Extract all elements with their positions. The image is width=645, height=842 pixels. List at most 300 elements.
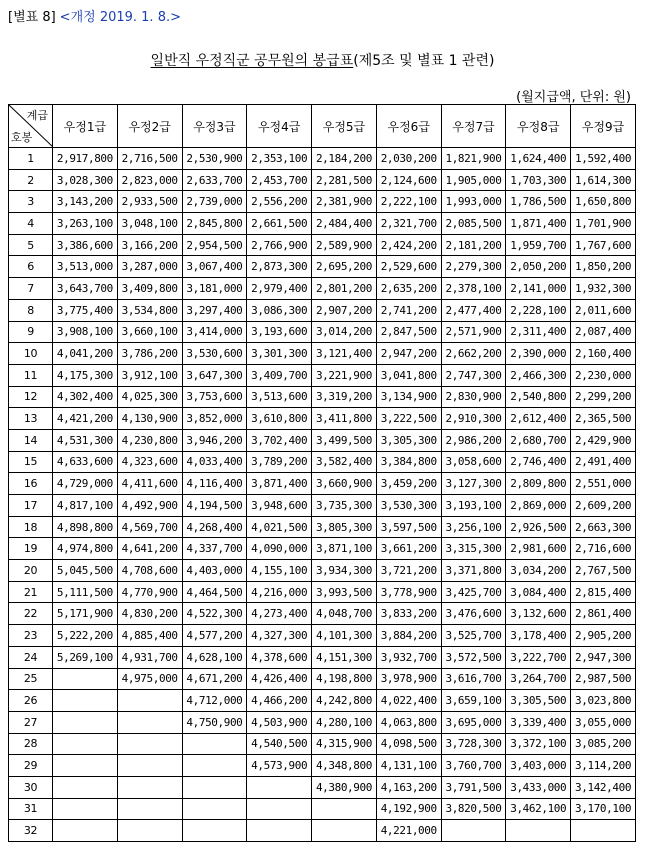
salary-cell: 3,403,000 <box>506 755 571 777</box>
salary-cell: 4,041,200 <box>53 343 118 365</box>
step-cell: 24 <box>9 646 53 668</box>
step-cell: 1 <box>9 148 53 170</box>
salary-cell: 5,111,500 <box>53 581 118 603</box>
salary-cell: 1,905,000 <box>441 169 506 191</box>
salary-cell <box>117 798 182 820</box>
salary-cell: 3,085,200 <box>571 733 636 755</box>
table-row <box>9 234 636 256</box>
table-row <box>9 603 636 625</box>
salary-cell: 4,830,200 <box>117 603 182 625</box>
table-row <box>9 495 636 517</box>
salary-cell: 4,273,400 <box>247 603 312 625</box>
salary-cell <box>53 733 118 755</box>
salary-cell: 3,086,300 <box>247 299 312 321</box>
salary-cell: 3,946,200 <box>182 429 247 451</box>
step-cell: 8 <box>9 299 53 321</box>
step-cell: 19 <box>9 538 53 560</box>
salary-cell: 3,721,200 <box>376 560 441 582</box>
salary-cell: 4,503,900 <box>247 711 312 733</box>
salary-cell: 2,612,400 <box>506 408 571 430</box>
salary-cell: 3,411,800 <box>312 408 377 430</box>
salary-cell <box>117 820 182 842</box>
salary-cell <box>117 776 182 798</box>
salary-cell: 4,421,200 <box>53 408 118 430</box>
step-cell: 31 <box>9 798 53 820</box>
salary-cell: 1,701,900 <box>571 213 636 235</box>
salary-cell: 3,525,700 <box>441 625 506 647</box>
salary-cell: 2,716,500 <box>117 148 182 170</box>
salary-cell: 3,735,300 <box>312 495 377 517</box>
salary-cell: 2,087,400 <box>571 321 636 343</box>
salary-cell: 5,269,100 <box>53 646 118 668</box>
table-row <box>9 776 636 798</box>
salary-cell <box>182 820 247 842</box>
salary-cell: 3,871,100 <box>312 538 377 560</box>
salary-cell: 2,830,900 <box>441 386 506 408</box>
salary-cell: 4,975,000 <box>117 668 182 690</box>
salary-cell: 2,124,600 <box>376 169 441 191</box>
salary-cell: 1,592,400 <box>571 148 636 170</box>
salary-cell: 2,917,800 <box>53 148 118 170</box>
salary-cell: 4,522,300 <box>182 603 247 625</box>
salary-cell: 2,160,400 <box>571 343 636 365</box>
salary-cell: 2,429,900 <box>571 429 636 451</box>
salary-cell: 2,529,600 <box>376 256 441 278</box>
salary-cell: 2,299,200 <box>571 386 636 408</box>
salary-cell: 2,228,100 <box>506 299 571 321</box>
salary-cell: 1,821,900 <box>441 148 506 170</box>
salary-cell: 4,155,100 <box>247 560 312 582</box>
appendix-label: [별표 8] <box>8 10 56 25</box>
salary-cell <box>506 820 571 842</box>
salary-cell: 3,534,800 <box>117 299 182 321</box>
table-row <box>9 408 636 430</box>
salary-cell: 3,222,700 <box>506 646 571 668</box>
step-cell: 28 <box>9 733 53 755</box>
salary-cell: 3,459,200 <box>376 473 441 495</box>
salary-cell: 3,067,400 <box>182 256 247 278</box>
salary-cell: 5,222,200 <box>53 625 118 647</box>
salary-cell: 3,660,900 <box>312 473 377 495</box>
salary-cell <box>182 776 247 798</box>
table-row <box>9 733 636 755</box>
step-cell: 29 <box>9 755 53 777</box>
salary-cell <box>117 711 182 733</box>
salary-cell: 2,085,500 <box>441 213 506 235</box>
salary-cell: 3,643,700 <box>53 278 118 300</box>
table-row <box>9 516 636 538</box>
salary-cell: 3,055,000 <box>571 711 636 733</box>
table-row <box>9 364 636 386</box>
salary-cell: 4,577,200 <box>182 625 247 647</box>
title-suffix: (제5조 및 별표 1 관련) <box>353 53 495 69</box>
salary-cell: 4,230,800 <box>117 429 182 451</box>
salary-cell: 5,171,900 <box>53 603 118 625</box>
salary-cell: 2,353,100 <box>247 148 312 170</box>
salary-cell: 3,425,700 <box>441 581 506 603</box>
table-body <box>9 148 636 842</box>
step-cell: 30 <box>9 776 53 798</box>
step-cell: 12 <box>9 386 53 408</box>
salary-cell: 3,301,300 <box>247 343 312 365</box>
step-cell: 25 <box>9 668 53 690</box>
salary-cell: 2,477,400 <box>441 299 506 321</box>
salary-cell: 1,959,700 <box>506 234 571 256</box>
step-cell: 6 <box>9 256 53 278</box>
unit-note: (월지급액, 단위: 원) <box>516 90 631 105</box>
salary-cell: 3,034,200 <box>506 560 571 582</box>
salary-cell: 3,695,000 <box>441 711 506 733</box>
step-cell: 22 <box>9 603 53 625</box>
salary-cell: 3,513,000 <box>53 256 118 278</box>
salary-cell: 3,993,500 <box>312 581 377 603</box>
salary-cell: 2,589,900 <box>312 234 377 256</box>
salary-cell: 3,852,000 <box>182 408 247 430</box>
table-row <box>9 278 636 300</box>
salary-cell: 3,048,100 <box>117 213 182 235</box>
salary-cell: 3,319,200 <box>312 386 377 408</box>
salary-cell: 1,850,200 <box>571 256 636 278</box>
salary-cell: 3,728,300 <box>441 733 506 755</box>
salary-cell: 4,302,400 <box>53 386 118 408</box>
salary-cell: 4,403,000 <box>182 560 247 582</box>
salary-cell: 3,597,500 <box>376 516 441 538</box>
table-row <box>9 191 636 213</box>
salary-cell: 4,641,200 <box>117 538 182 560</box>
salary-cell: 3,660,100 <box>117 321 182 343</box>
salary-cell: 4,063,800 <box>376 711 441 733</box>
salary-cell: 4,712,000 <box>182 690 247 712</box>
salary-cell: 2,556,200 <box>247 191 312 213</box>
grade-header: 우정4급 <box>247 105 312 148</box>
salary-cell: 4,569,700 <box>117 516 182 538</box>
step-cell: 18 <box>9 516 53 538</box>
salary-cell: 3,084,400 <box>506 581 571 603</box>
salary-cell: 3,789,200 <box>247 451 312 473</box>
salary-table <box>8 104 636 842</box>
salary-cell: 3,287,000 <box>117 256 182 278</box>
salary-cell: 2,184,200 <box>312 148 377 170</box>
salary-cell: 3,143,200 <box>53 191 118 213</box>
salary-cell: 3,805,300 <box>312 516 377 538</box>
page-title <box>0 50 645 70</box>
salary-cell: 2,530,900 <box>182 148 247 170</box>
salary-cell: 2,695,200 <box>312 256 377 278</box>
salary-cell: 3,499,500 <box>312 429 377 451</box>
salary-cell: 2,424,200 <box>376 234 441 256</box>
salary-cell: 2,551,000 <box>571 473 636 495</box>
salary-cell: 3,908,100 <box>53 321 118 343</box>
salary-cell: 3,023,800 <box>571 690 636 712</box>
salary-cell: 4,327,300 <box>247 625 312 647</box>
salary-cell: 3,833,200 <box>376 603 441 625</box>
salary-cell: 1,650,800 <box>571 191 636 213</box>
salary-cell: 2,635,200 <box>376 278 441 300</box>
salary-cell: 3,384,800 <box>376 451 441 473</box>
salary-cell: 4,192,900 <box>376 798 441 820</box>
salary-cell: 4,033,400 <box>182 451 247 473</box>
salary-cell: 3,297,400 <box>182 299 247 321</box>
salary-cell: 3,659,100 <box>441 690 506 712</box>
salary-cell: 3,222,500 <box>376 408 441 430</box>
salary-cell: 3,934,300 <box>312 560 377 582</box>
salary-cell: 3,871,400 <box>247 473 312 495</box>
salary-cell: 2,540,800 <box>506 386 571 408</box>
salary-cell: 3,142,400 <box>571 776 636 798</box>
revision-note: <개정 2019. 1. 8.> <box>59 10 181 25</box>
table-row <box>9 820 636 842</box>
table-row <box>9 538 636 560</box>
salary-cell <box>117 733 182 755</box>
salary-cell: 4,708,600 <box>117 560 182 582</box>
salary-cell: 3,760,700 <box>441 755 506 777</box>
header-row <box>9 105 636 148</box>
salary-cell: 3,786,200 <box>117 343 182 365</box>
salary-cell <box>53 798 118 820</box>
salary-cell: 2,979,400 <box>247 278 312 300</box>
salary-cell: 1,871,400 <box>506 213 571 235</box>
salary-cell: 2,815,400 <box>571 581 636 603</box>
table-row <box>9 560 636 582</box>
step-cell: 3 <box>9 191 53 213</box>
salary-cell: 3,530,300 <box>376 495 441 517</box>
salary-cell: 2,905,200 <box>571 625 636 647</box>
salary-cell: 3,339,400 <box>506 711 571 733</box>
step-cell: 26 <box>9 690 53 712</box>
salary-cell: 2,466,300 <box>506 364 571 386</box>
salary-cell: 3,582,400 <box>312 451 377 473</box>
salary-cell: 3,572,500 <box>441 646 506 668</box>
salary-cell: 4,466,200 <box>247 690 312 712</box>
table-row <box>9 213 636 235</box>
step-cell: 20 <box>9 560 53 582</box>
salary-cell: 3,820,500 <box>441 798 506 820</box>
salary-cell: 3,702,400 <box>247 429 312 451</box>
corner-grade-label: 계급 <box>26 109 48 122</box>
salary-cell: 2,378,100 <box>441 278 506 300</box>
step-cell: 27 <box>9 711 53 733</box>
salary-cell: 3,414,000 <box>182 321 247 343</box>
salary-cell: 4,492,900 <box>117 495 182 517</box>
salary-cell: 4,628,100 <box>182 646 247 668</box>
salary-cell: 3,058,600 <box>441 451 506 473</box>
salary-cell: 2,847,500 <box>376 321 441 343</box>
salary-cell: 2,766,900 <box>247 234 312 256</box>
salary-cell: 4,464,500 <box>182 581 247 603</box>
salary-cell: 4,194,500 <box>182 495 247 517</box>
salary-cell: 4,540,500 <box>247 733 312 755</box>
step-cell: 10 <box>9 343 53 365</box>
salary-cell: 3,433,000 <box>506 776 571 798</box>
salary-cell <box>53 755 118 777</box>
table-row <box>9 148 636 170</box>
salary-cell: 2,947,300 <box>571 646 636 668</box>
salary-cell: 2,741,200 <box>376 299 441 321</box>
step-cell: 4 <box>9 213 53 235</box>
salary-cell: 2,365,500 <box>571 408 636 430</box>
salary-cell: 4,323,600 <box>117 451 182 473</box>
salary-cell: 3,661,200 <box>376 538 441 560</box>
salary-cell: 2,311,400 <box>506 321 571 343</box>
salary-cell: 4,216,000 <box>247 581 312 603</box>
salary-cell: 4,315,900 <box>312 733 377 755</box>
salary-cell: 3,181,000 <box>182 278 247 300</box>
salary-cell: 2,050,200 <box>506 256 571 278</box>
salary-cell: 2,141,000 <box>506 278 571 300</box>
document-header <box>8 6 181 25</box>
salary-cell: 4,130,900 <box>117 408 182 430</box>
step-cell: 21 <box>9 581 53 603</box>
step-cell: 17 <box>9 495 53 517</box>
salary-cell: 4,770,900 <box>117 581 182 603</box>
salary-cell: 2,633,700 <box>182 169 247 191</box>
salary-cell: 2,873,300 <box>247 256 312 278</box>
grade-header: 우정8급 <box>506 105 571 148</box>
salary-cell: 2,981,600 <box>506 538 571 560</box>
salary-cell: 3,166,200 <box>117 234 182 256</box>
salary-cell: 2,390,000 <box>506 343 571 365</box>
salary-cell: 2,661,500 <box>247 213 312 235</box>
step-cell: 11 <box>9 364 53 386</box>
salary-cell: 3,264,700 <box>506 668 571 690</box>
salary-cell: 3,884,200 <box>376 625 441 647</box>
salary-cell: 4,633,600 <box>53 451 118 473</box>
salary-cell: 2,954,500 <box>182 234 247 256</box>
salary-cell: 2,279,300 <box>441 256 506 278</box>
grade-header: 우정3급 <box>182 105 247 148</box>
salary-cell: 2,663,300 <box>571 516 636 538</box>
salary-cell: 2,491,400 <box>571 451 636 473</box>
salary-cell: 3,263,100 <box>53 213 118 235</box>
salary-cell: 4,242,800 <box>312 690 377 712</box>
salary-cell: 4,348,800 <box>312 755 377 777</box>
grade-header: 우정7급 <box>441 105 506 148</box>
salary-cell: 4,974,800 <box>53 538 118 560</box>
salary-cell: 5,045,500 <box>53 560 118 582</box>
table-row <box>9 711 636 733</box>
salary-cell: 3,121,400 <box>312 343 377 365</box>
salary-cell: 3,978,900 <box>376 668 441 690</box>
salary-cell: 4,426,400 <box>247 668 312 690</box>
salary-cell <box>53 776 118 798</box>
salary-cell: 2,281,500 <box>312 169 377 191</box>
salary-cell <box>53 820 118 842</box>
salary-cell: 2,907,200 <box>312 299 377 321</box>
salary-cell: 4,411,600 <box>117 473 182 495</box>
salary-cell: 2,181,200 <box>441 234 506 256</box>
salary-cell: 4,817,100 <box>53 495 118 517</box>
salary-cell: 2,030,200 <box>376 148 441 170</box>
salary-cell: 4,931,700 <box>117 646 182 668</box>
salary-cell: 2,801,200 <box>312 278 377 300</box>
salary-cell: 2,861,400 <box>571 603 636 625</box>
salary-cell: 2,321,700 <box>376 213 441 235</box>
salary-cell <box>53 668 118 690</box>
salary-cell: 3,028,300 <box>53 169 118 191</box>
salary-cell: 4,750,900 <box>182 711 247 733</box>
salary-cell: 2,746,400 <box>506 451 571 473</box>
salary-cell: 3,256,100 <box>441 516 506 538</box>
salary-cell: 3,932,700 <box>376 646 441 668</box>
salary-cell <box>247 776 312 798</box>
salary-cell: 3,372,100 <box>506 733 571 755</box>
salary-cell: 4,268,400 <box>182 516 247 538</box>
salary-cell: 1,624,400 <box>506 148 571 170</box>
salary-cell: 4,198,800 <box>312 668 377 690</box>
salary-cell <box>117 755 182 777</box>
salary-cell: 3,127,300 <box>441 473 506 495</box>
salary-cell: 3,371,800 <box>441 560 506 582</box>
salary-cell: 2,662,200 <box>441 343 506 365</box>
salary-cell: 3,305,300 <box>376 429 441 451</box>
salary-cell: 4,671,200 <box>182 668 247 690</box>
salary-cell: 4,898,800 <box>53 516 118 538</box>
step-cell: 23 <box>9 625 53 647</box>
step-cell: 13 <box>9 408 53 430</box>
salary-cell <box>53 711 118 733</box>
salary-cell: 2,869,000 <box>506 495 571 517</box>
table-row <box>9 343 636 365</box>
salary-cell: 2,739,000 <box>182 191 247 213</box>
salary-cell: 2,571,900 <box>441 321 506 343</box>
salary-cell: 4,151,300 <box>312 646 377 668</box>
salary-cell: 1,703,300 <box>506 169 571 191</box>
salary-cell: 1,993,000 <box>441 191 506 213</box>
table-row <box>9 321 636 343</box>
table-row <box>9 690 636 712</box>
salary-cell: 3,386,600 <box>53 234 118 256</box>
salary-cell <box>117 690 182 712</box>
grade-header: 우정1급 <box>53 105 118 148</box>
salary-cell: 4,101,300 <box>312 625 377 647</box>
table-row <box>9 429 636 451</box>
salary-cell: 3,775,400 <box>53 299 118 321</box>
salary-cell: 3,616,700 <box>441 668 506 690</box>
step-cell: 2 <box>9 169 53 191</box>
grade-header: 우정2급 <box>117 105 182 148</box>
salary-cell: 4,221,000 <box>376 820 441 842</box>
salary-cell: 2,823,000 <box>117 169 182 191</box>
salary-cell <box>312 820 377 842</box>
salary-cell: 4,025,300 <box>117 386 182 408</box>
salary-cell: 4,729,000 <box>53 473 118 495</box>
grade-header: 우정5급 <box>312 105 377 148</box>
salary-cell: 2,845,800 <box>182 213 247 235</box>
salary-cell: 3,193,100 <box>441 495 506 517</box>
title-main: 일반직 우정직군 공무원의 봉급표 <box>150 53 354 69</box>
step-cell: 9 <box>9 321 53 343</box>
corner-step-label: 호봉 <box>11 131 33 144</box>
salary-cell: 3,753,600 <box>182 386 247 408</box>
salary-cell: 4,531,300 <box>53 429 118 451</box>
salary-cell: 2,910,300 <box>441 408 506 430</box>
corner-cell <box>9 105 53 148</box>
salary-cell: 3,462,100 <box>506 798 571 820</box>
salary-cell: 4,090,000 <box>247 538 312 560</box>
salary-cell: 4,337,700 <box>182 538 247 560</box>
salary-cell: 2,680,700 <box>506 429 571 451</box>
salary-cell: 4,378,600 <box>247 646 312 668</box>
salary-cell: 4,116,400 <box>182 473 247 495</box>
salary-cell: 3,513,600 <box>247 386 312 408</box>
salary-cell: 3,912,100 <box>117 364 182 386</box>
salary-cell: 3,134,900 <box>376 386 441 408</box>
table-row <box>9 386 636 408</box>
salary-cell: 4,021,500 <box>247 516 312 538</box>
salary-cell: 4,885,400 <box>117 625 182 647</box>
grade-header: 우정6급 <box>376 105 441 148</box>
step-cell: 7 <box>9 278 53 300</box>
